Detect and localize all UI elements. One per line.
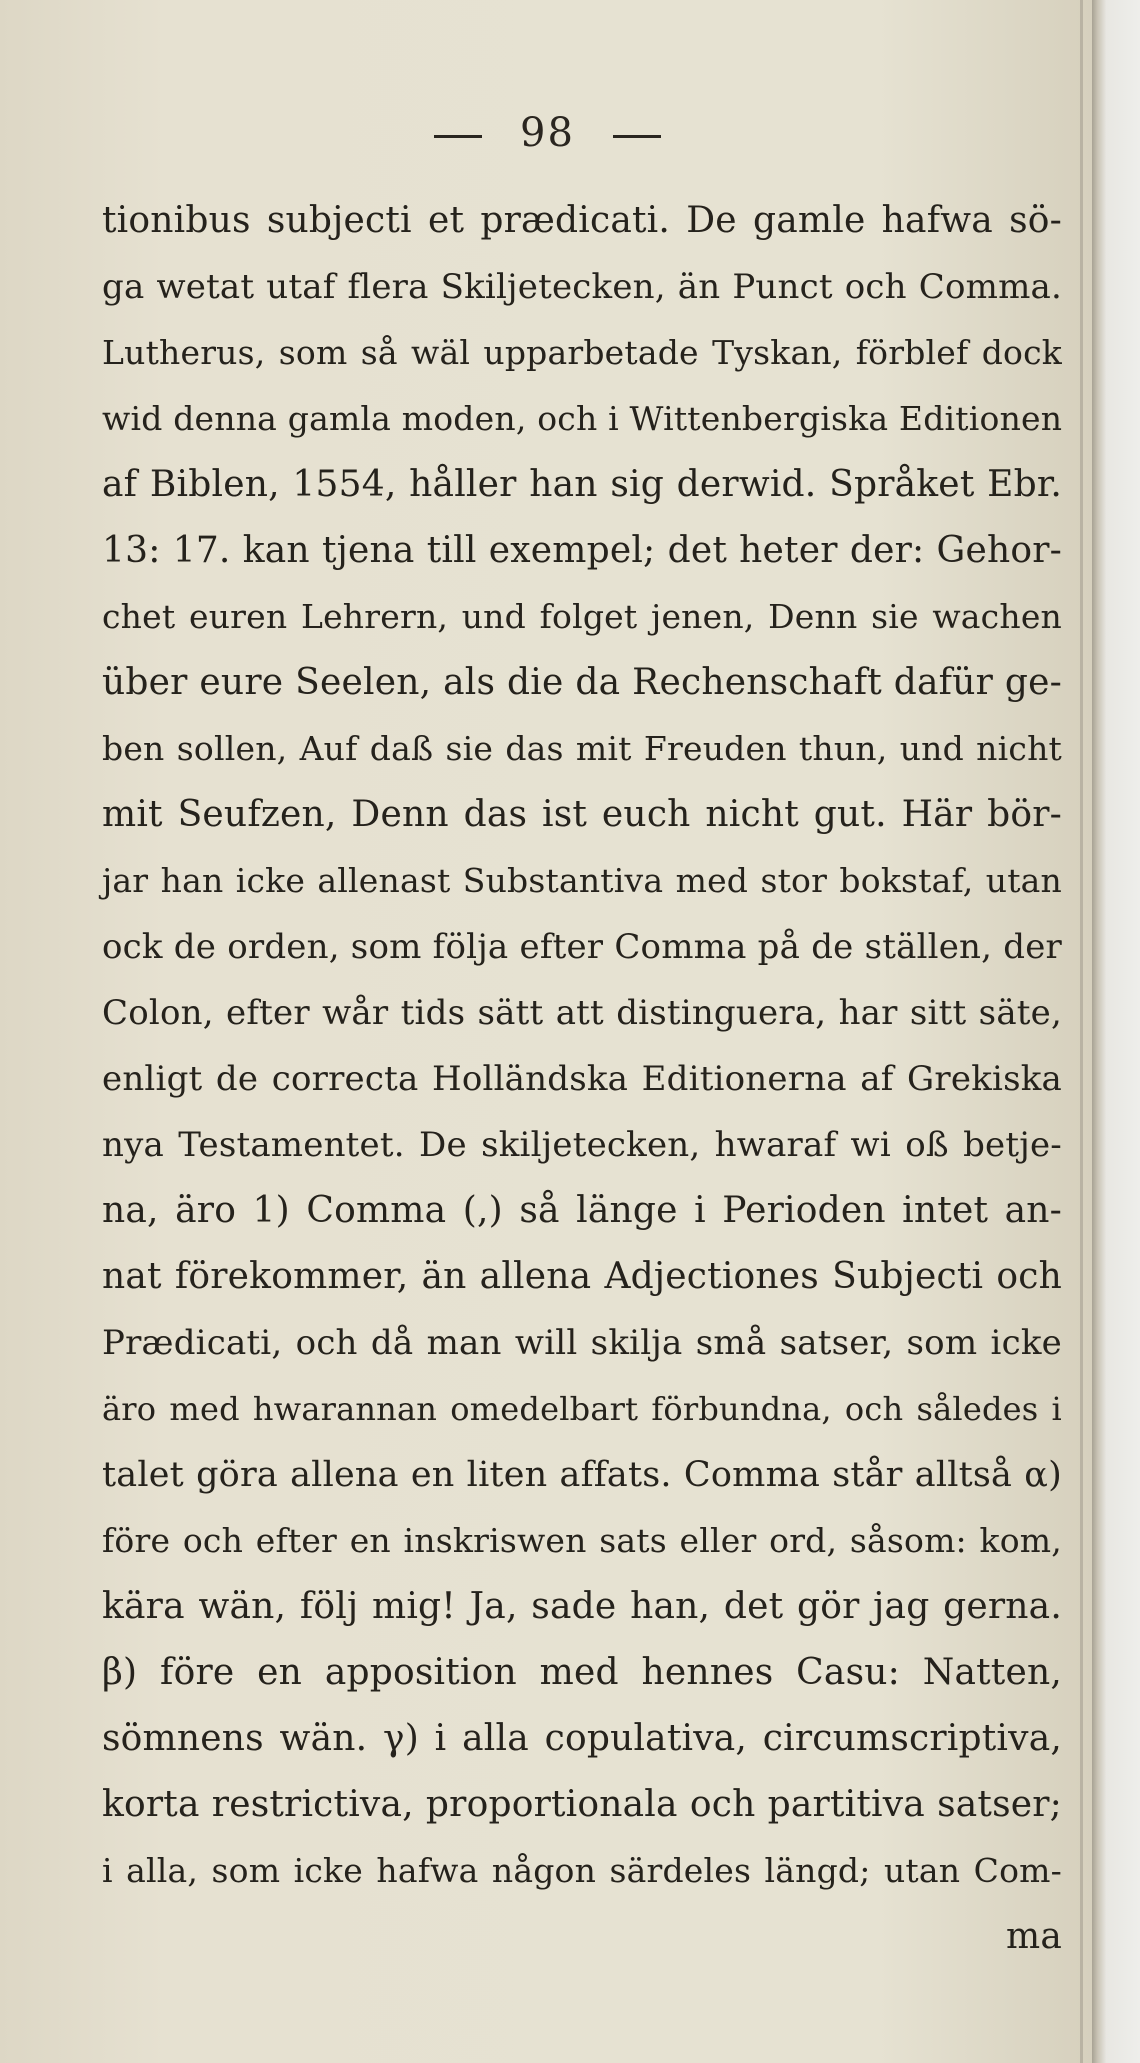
text-line: talet göra allena en liten affats. Comma står alltså α) [102,1455,1062,1495]
page-edge [1092,0,1140,2063]
text-line: 13: 17. kan tjena till exempel; det heter der: Gehor- [102,530,1062,571]
page-text [102,188,1062,1970]
text-line: före och efter en inskriswen sats eller ord, såsom: kom, [102,1521,1062,1560]
text-line: af Biblen, 1554, håller han sig derwid. Språket Ebr. [102,464,1062,505]
header-dash-left [434,135,482,138]
text-line: mit Seufzen, Denn das ist euch nicht gut. Här bör- [102,794,1062,835]
text-line: na, äro 1) Comma (,) så länge i Perioden intet an- [102,1190,1062,1231]
text-line: β) före en apposition med hennes Casu: Natten, [102,1652,1062,1693]
text-line: nya Testamentet. De skiljetecken, hwaraf wi oß betje- [102,1125,1062,1165]
text-line: Prædicati, och då man will skilja små satser, som icke [102,1323,1062,1363]
text-line: tionibus subjecti et prædicati. De gamle hafwa sö- [102,200,1062,241]
text-line: ock de orden, som följa efter Comma på de ställen, der [102,927,1062,967]
text-line: sömnens wän. γ) i alla copulativa, circumscriptiva, [102,1718,1062,1759]
page-header [0,110,1095,170]
text-line: enligt de correcta Holländska Editionerna af Grekiska [102,1059,1062,1099]
text-line: Lutherus, som så wäl upparbetade Tyskan, förblef dock [102,333,1062,372]
text-line: über eure Seelen, als die da Rechenschaft dafür ge- [102,662,1062,703]
text-line: jar han icke allenast Substantiva med stor bokstaf, utan [102,861,1062,900]
text-line: wid denna gamla moden, och i Wittenbergiska Editionen [102,399,1063,438]
page-number: 98 [520,110,575,156]
text-line: ben sollen, Auf daß sie das mit Freuden thun, und nicht [102,729,1062,768]
header-dash-right [613,135,661,138]
catchword: ma [1006,1916,1062,1957]
text-line: korta restrictiva, proportionala och partitiva satser; [102,1784,1062,1825]
text-line: chet euren Lehrern, und folget jenen, Denn sie wachen [102,597,1062,636]
text-line: nat förekommer, än allena Adjectiones Subjecti och [102,1256,1062,1297]
text-line: Colon, efter wår tids sätt att distinguera, har sitt säte, [102,993,1062,1033]
text-line: i alla, som icke hafwa någon särdeles längd; utan Com- [102,1851,1062,1890]
text-line: äro med hwarannan omedelbart förbundna, och således i [102,1390,1062,1428]
page-gutter-line [1080,0,1083,2063]
text-line: kära wän, följ mig! Ja, sade han, det gör jag gerna. [102,1586,1062,1627]
text-line: ga wetat utaf flera Skiljetecken, än Punct och Comma. [102,267,1062,307]
